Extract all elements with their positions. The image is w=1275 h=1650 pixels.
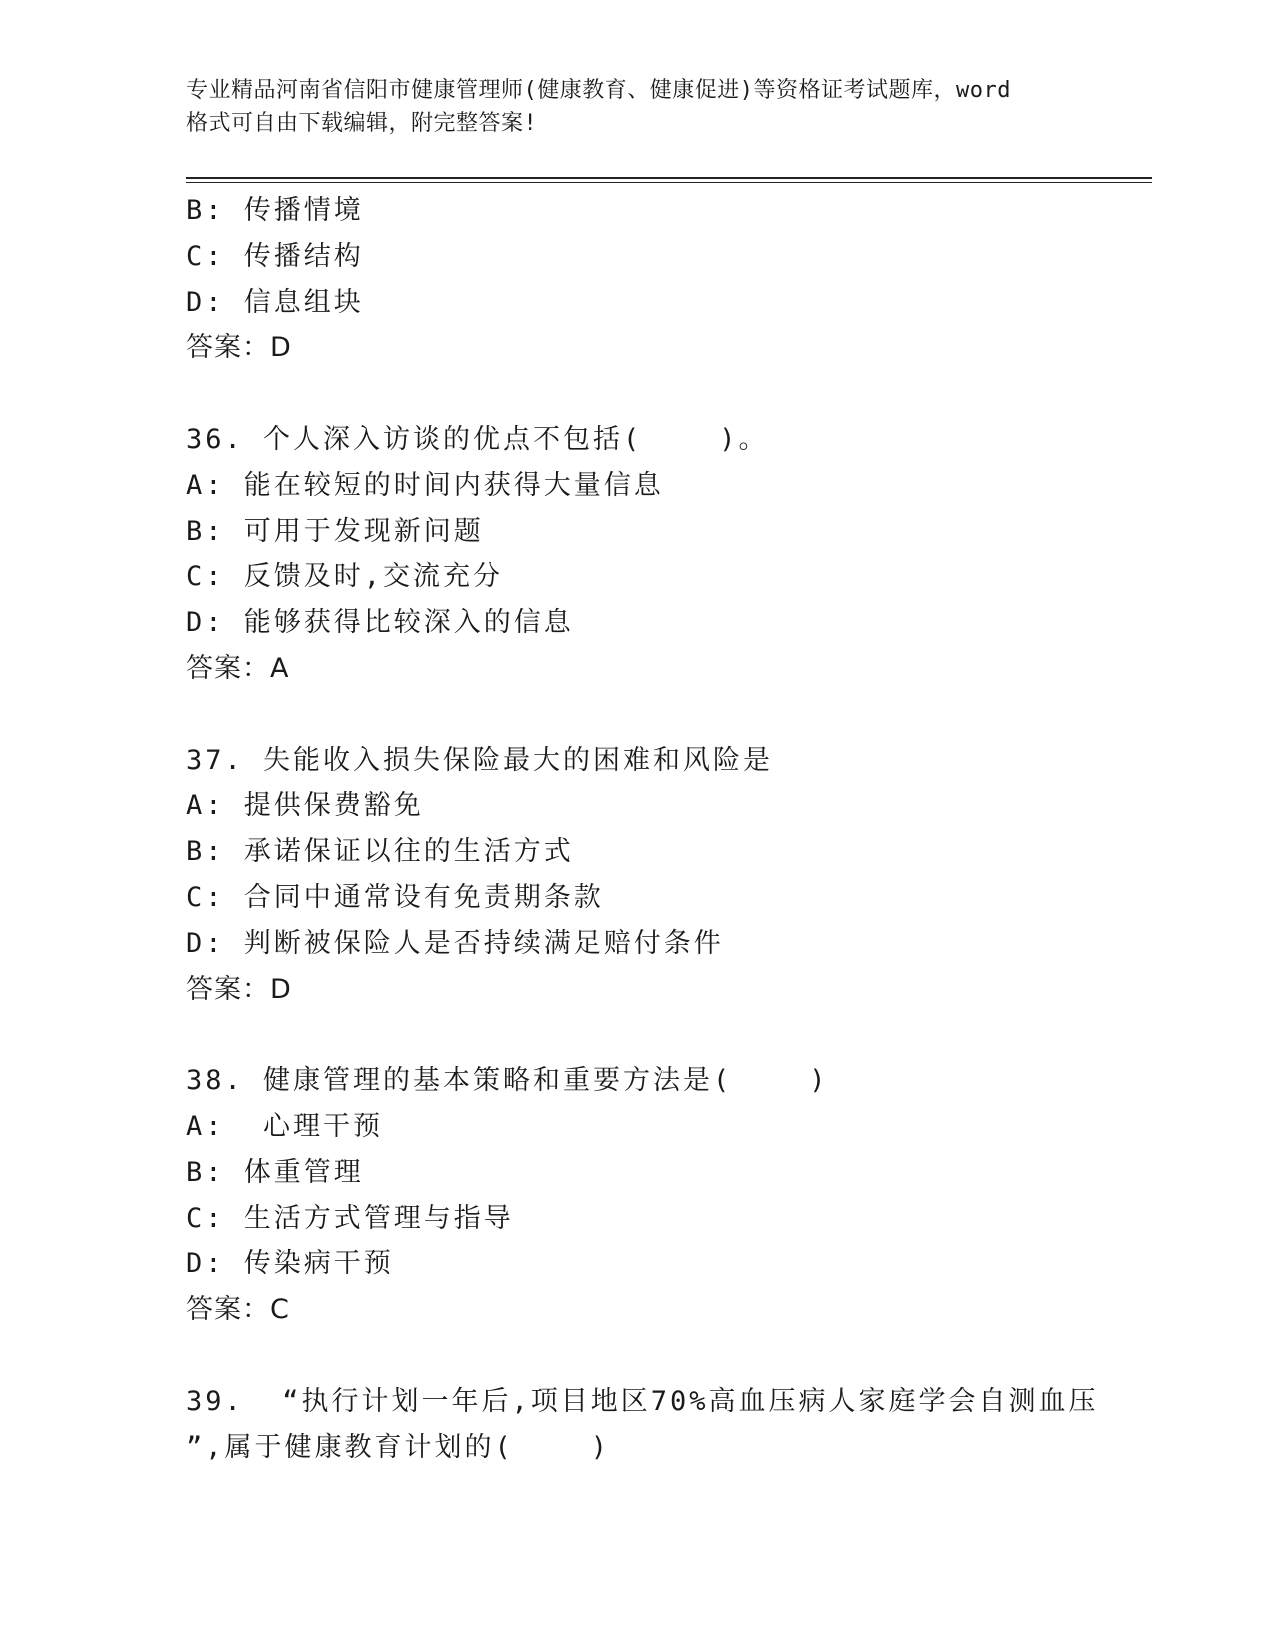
option-a: A: 能在较短的时间内获得大量信息 <box>186 469 664 501</box>
option-d: D: 信息组块 <box>186 286 364 318</box>
header-rule-thick <box>186 177 1152 179</box>
page-header <box>186 74 1086 140</box>
spacer <box>186 1333 1146 1379</box>
option-c: C: 反馈及时,交流充分 <box>186 561 504 593</box>
option-a: A: 心理干预 <box>186 1110 384 1142</box>
header-rule-thin <box>186 182 1152 183</box>
question-37 <box>186 738 1146 1013</box>
question-stem-line-2: ”,属于健康教育计划的( ) <box>186 1431 611 1463</box>
spacer <box>186 1012 1146 1058</box>
question-stem: 37. 失能收入损失保险最大的困难和风险是 <box>186 744 774 776</box>
question-stem: 36. 个人深入访谈的优点不包括( )。 <box>186 423 769 455</box>
option-d: D: 判断被保险人是否持续满足赔付条件 <box>186 927 724 959</box>
answer-line: 答案：A <box>186 652 290 684</box>
option-c: C: 合同中通常设有免责期条款 <box>186 881 604 913</box>
answer-line: 答案：D <box>186 973 292 1005</box>
header-line-1: 专业精品河南省信阳市健康管理师(健康教育、健康促进)等资格证考试题库，word <box>186 78 1011 103</box>
answer-line: 答案：D <box>186 332 292 364</box>
header-line-2: 格式可自由下载编辑，附完整答案! <box>186 111 538 136</box>
option-c: C: 生活方式管理与指导 <box>186 1202 514 1234</box>
option-d: D: 传染病干预 <box>186 1248 394 1280</box>
option-b: B: 可用于发现新问题 <box>186 515 484 547</box>
option-d: D: 能够获得比较深入的信息 <box>186 607 574 639</box>
option-a: A: 提供保费豁免 <box>186 790 424 822</box>
question-39 <box>186 1379 1146 1471</box>
spacer <box>186 692 1146 738</box>
question-list <box>186 188 1146 1470</box>
option-b: B: 承诺保证以往的生活方式 <box>186 836 574 868</box>
answer-line: 答案：C <box>186 1294 290 1326</box>
option-c: C: 传播结构 <box>186 240 364 272</box>
option-b: B: 传播情境 <box>186 195 364 226</box>
spacer <box>186 371 1146 417</box>
question-stem: 38. 健康管理的基本策略和重要方法是( ) <box>186 1065 829 1097</box>
question-36 <box>186 417 1146 692</box>
option-b: B: 体重管理 <box>186 1156 364 1188</box>
question-38 <box>186 1058 1146 1333</box>
question-stem-line-1: 39. “执行计划一年后,项目地区70%高血压病人家庭学会自测血压 <box>186 1385 1099 1417</box>
question-35-continuation <box>186 188 1146 371</box>
